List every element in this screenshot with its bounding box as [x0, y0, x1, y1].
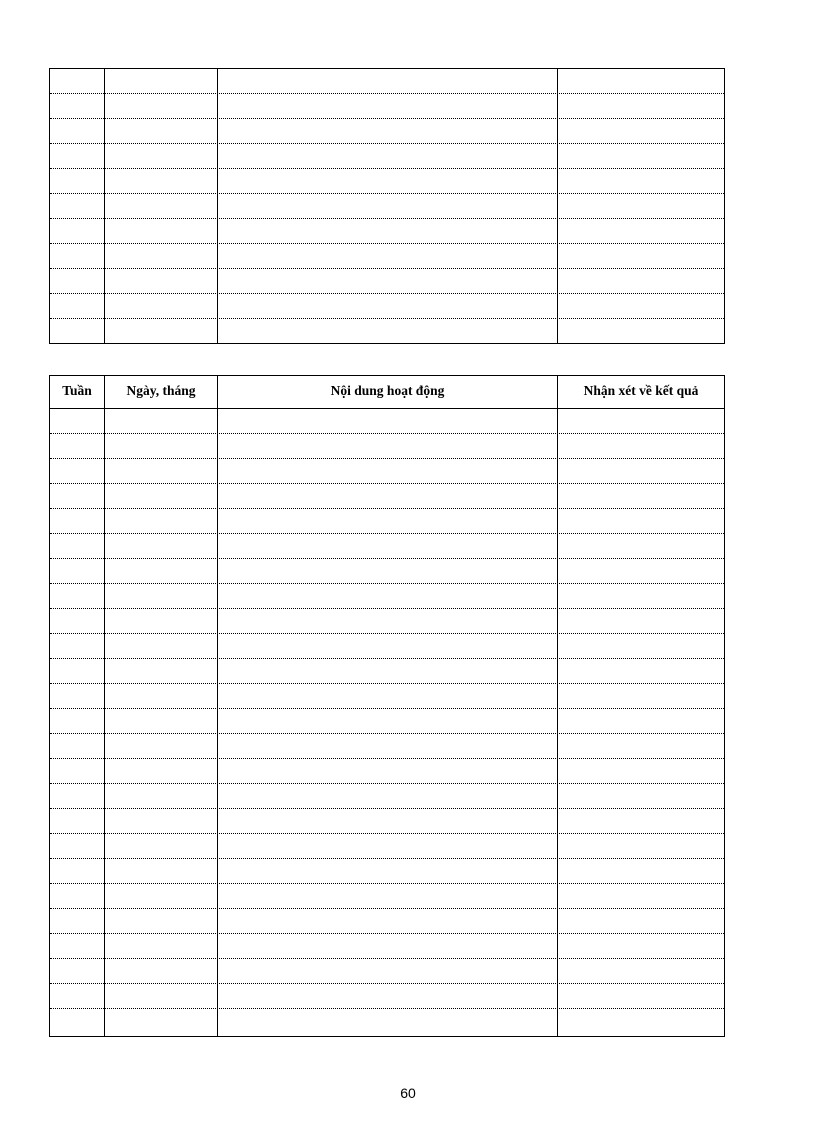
page-number: 60	[400, 1085, 416, 1101]
row-rule	[50, 708, 724, 709]
row-rule	[50, 733, 724, 734]
row-rule	[50, 683, 724, 684]
row-rule	[50, 483, 724, 484]
row-rule	[50, 458, 724, 459]
header-activity-content: Nội dung hoạt động	[330, 383, 445, 398]
activity-log-table	[49, 375, 725, 1037]
row-rule	[50, 633, 724, 634]
header-week: Tuần	[62, 383, 92, 398]
row-rule	[50, 983, 724, 984]
row-rule	[50, 833, 724, 834]
row-rule	[50, 93, 724, 94]
row-rule	[50, 508, 724, 509]
blank-log-table-top	[49, 68, 725, 344]
row-rule	[50, 883, 724, 884]
header-separator	[50, 408, 724, 409]
column-divider	[217, 376, 218, 1036]
row-rule	[50, 1008, 724, 1009]
row-rule	[50, 293, 724, 294]
row-rule	[50, 908, 724, 909]
row-rule	[50, 268, 724, 269]
row-rule	[50, 118, 724, 119]
row-rule	[50, 933, 724, 934]
column-divider	[104, 69, 105, 343]
header-result-comment: Nhận xét về kết quả	[583, 383, 699, 398]
column-divider	[557, 376, 558, 1036]
header-date: Ngày, tháng	[126, 383, 196, 398]
column-divider	[557, 69, 558, 343]
row-rule	[50, 218, 724, 219]
row-rule	[50, 608, 724, 609]
row-rule	[50, 783, 724, 784]
column-divider	[217, 69, 218, 343]
row-rule	[50, 168, 724, 169]
column-divider	[104, 376, 105, 1036]
row-rule	[50, 318, 724, 319]
row-rule	[50, 533, 724, 534]
row-rule	[50, 243, 724, 244]
row-rule	[50, 143, 724, 144]
row-rule	[50, 583, 724, 584]
row-rule	[50, 808, 724, 809]
row-rule	[50, 858, 724, 859]
row-rule	[50, 193, 724, 194]
row-rule	[50, 433, 724, 434]
row-rule	[50, 958, 724, 959]
row-rule	[50, 658, 724, 659]
row-rule	[50, 758, 724, 759]
row-rule	[50, 558, 724, 559]
